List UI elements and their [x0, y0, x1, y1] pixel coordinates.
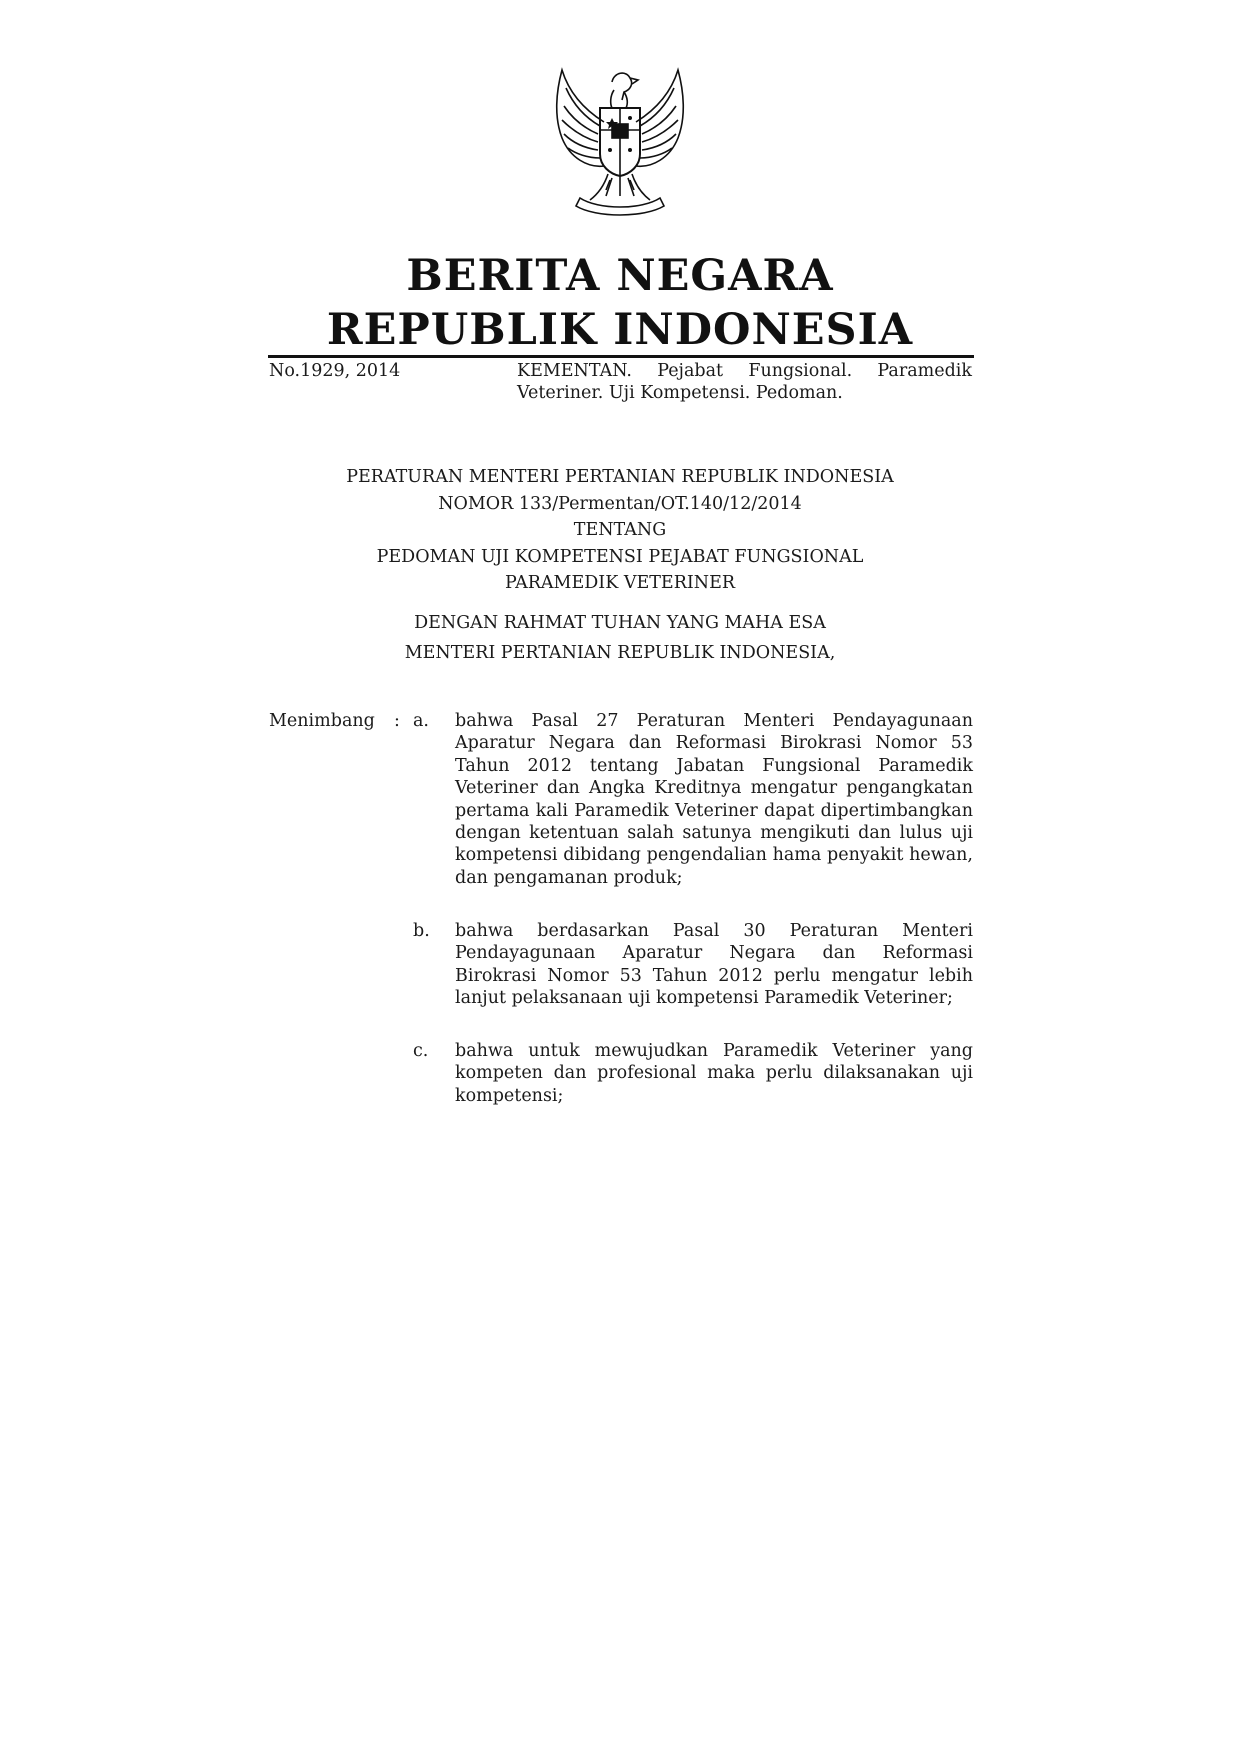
item-letter: a.: [413, 711, 429, 731]
masthead-title-line2: REPUBLIK INDONESIA: [326, 305, 914, 355]
title-line: NOMOR 133/Permentan/OT.140/12/2014: [438, 493, 802, 514]
item-letter: b.: [413, 921, 430, 941]
gazette-subject: KEMENTAN. Pejabat Fungsional. Paramedik Veteriner. Uji Kompetensi. Pedoman.: [517, 361, 972, 403]
gazette-number: No.1929, 2014: [269, 361, 401, 381]
garuda-emblem-icon: [548, 62, 692, 218]
title-line: PERATURAN MENTERI PERTANIAN REPUBLIK INDONESIA: [346, 467, 894, 487]
preamble-line: MENTERI PERTANIAN REPUBLIK INDONESIA,: [404, 643, 836, 663]
preamble: [0, 608, 1240, 668]
masthead-title-line1: BERITA NEGARA: [406, 251, 834, 301]
item-text: bahwa untuk mewujudkan Paramedik Veteriner yang kompeten dan profesional maka perlu dilaksanakan uji kompetensi;: [455, 1041, 973, 1106]
regulation-title: [0, 464, 1240, 597]
header-divider: [268, 355, 974, 358]
considerations-label: Menimbang: [269, 711, 375, 731]
title-line: PARAMEDIK VETERINER: [504, 573, 736, 593]
title-line: PEDOMAN UJI KOMPETENSI PEJABAT FUNGSIONAL: [376, 546, 864, 567]
considerations-colon: :: [394, 711, 400, 731]
title-line: TENTANG: [573, 520, 667, 540]
item-letter: c.: [413, 1041, 429, 1061]
item-text: bahwa Pasal 27 Peraturan Menteri Pendayagunaan Aparatur Negara dan Reformasi Birokrasi Nomor 53 Tahun 2012 tentang Jabatan Fungsional Paramedik Veteriner dan Angka Kreditnya mengatur pengangkatan pertama kali Paramedik Veteriner dapat dipertimbangkan dengan ketentuan salah satunya mengikuti dan lulus uji kompetensi dibidang pengendalian hama penyakit hewan, dan pengamanan produk;: [455, 711, 973, 888]
preamble-line: DENGAN RAHMAT TUHAN YANG MAHA ESA: [414, 613, 826, 633]
item-text: bahwa berdasarkan Pasal 30 Peraturan Menteri Pendayagunaan Aparatur Negara dan Reformasi Birokrasi Nomor 53 Tahun 2012 perlu mengatur lebih lanjut pelaksanaan uji kompetensi Paramedik Veteriner;: [455, 921, 973, 1009]
